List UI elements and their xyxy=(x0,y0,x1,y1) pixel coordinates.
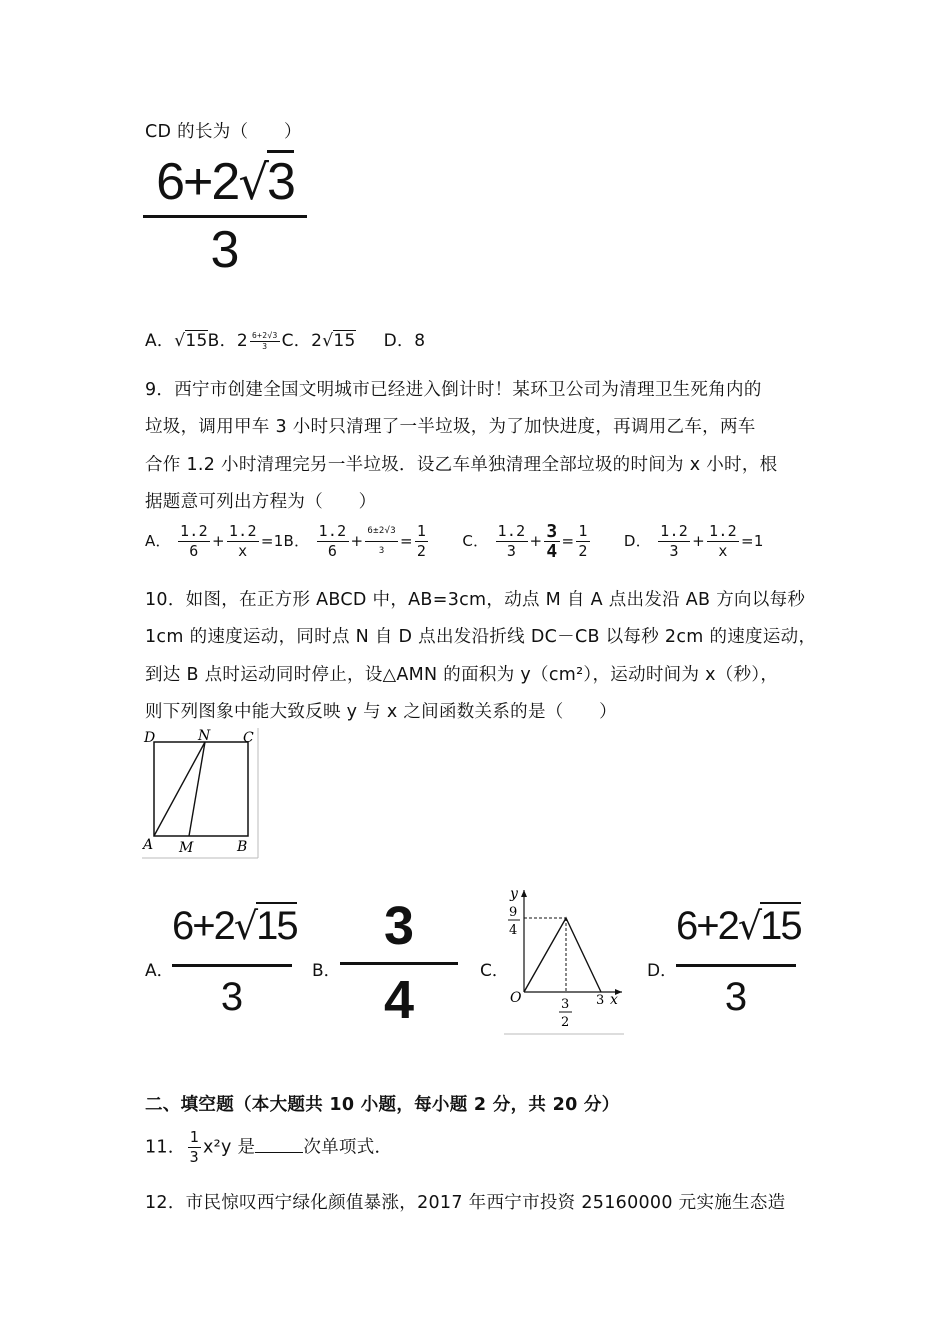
y-tick-den: 4 xyxy=(509,923,518,938)
label-n: N xyxy=(198,728,211,744)
sqrt-icon: √ xyxy=(174,331,186,351)
sqrt-icon: √ xyxy=(233,904,257,948)
q11-label: 11． xyxy=(145,1137,186,1158)
q8-option-a: A． xyxy=(145,331,175,351)
q11-variable: x²y 是 xyxy=(203,1137,256,1158)
q11-tail: 次单项式． xyxy=(303,1137,393,1158)
x-tick-num: 3 xyxy=(561,997,570,1012)
q10-option-d-fraction xyxy=(676,888,801,1027)
q8-frac-radicand: 3 xyxy=(267,150,294,211)
q9-line-1: 9．西宁市创建全国文明城市已经进入倒计时！某环卫公司为清理卫生死角内的 xyxy=(145,380,762,400)
q11 xyxy=(145,1128,392,1167)
sqrt-icon: √ xyxy=(322,331,334,351)
q11-fraction: $\frac{1}{3}$ xyxy=(189,1128,200,1166)
fraction: $\frac{1.2}{x}$ xyxy=(709,522,738,560)
q8-option-b-frac: $\frac{6+2√3}{3}$ xyxy=(252,330,278,351)
q9-line-4: 据题意可列出方程为（ ） xyxy=(145,492,377,512)
fraction: $\frac{3}{4}$ xyxy=(546,521,558,562)
denominator: 3 xyxy=(220,975,244,1019)
q8-frac-numerator: 6+2 xyxy=(156,153,239,211)
plus-sign: + xyxy=(350,532,364,550)
fraction: $\frac{1.2}{x}$ xyxy=(228,522,257,560)
q10-line-4: 则下列图象中能大致反映 y 与 x 之间函数关系的是（ ） xyxy=(145,702,617,722)
q10-option-a-fraction xyxy=(172,888,297,1027)
q8-option-c: C．2 xyxy=(281,331,323,351)
q10-option-b-label: B． xyxy=(312,961,341,981)
fraction: $\frac{1.2}{3}$ xyxy=(497,522,526,560)
q9-option-a: A． xyxy=(145,532,171,550)
q9-option-d: D． xyxy=(623,532,652,550)
q10-line-3: 到达 B 点时运动同时停止，设△AMN 的面积为 y（cm²），运动时间为 x（秒）， xyxy=(145,665,779,685)
numerator: 6+2 xyxy=(172,904,234,948)
label-c: C xyxy=(243,730,254,746)
denominator: 3 xyxy=(724,975,748,1019)
q8-option-d: D．8 xyxy=(383,331,426,351)
q10-option-a-label: A． xyxy=(145,961,174,981)
fraction: $\frac{1.2}{6}$ xyxy=(179,522,208,560)
q10-line-1: 10．如图，在正方形 ABCD 中，AB=3cm，动点 M 自 A 点出发沿 AB 方向以每秒 xyxy=(145,590,806,610)
sqrt-icon: √ xyxy=(238,155,267,211)
q8-frac-denominator: 3 xyxy=(210,221,240,279)
q9-option-c: C． xyxy=(462,532,489,550)
q10-option-c-label: C． xyxy=(480,961,509,981)
y-axis-label: y xyxy=(510,886,518,902)
q9-line-3: 合作 1.2 小时清理完另一半垃圾．设乙车单独清理全部垃圾的时间为 x 小时，根 xyxy=(145,455,778,475)
rhs: =1 xyxy=(741,532,764,550)
q10-option-b-fraction: 3 4 xyxy=(340,890,458,1035)
fraction: $\frac{6\pm 2√3}{3}$ xyxy=(365,522,398,561)
plus-sign: + xyxy=(692,532,706,550)
q10-option-d-label: D． xyxy=(647,961,678,981)
y-tick-num: 9 xyxy=(509,905,518,920)
q8-big-fraction xyxy=(143,150,307,282)
radicand: 15 xyxy=(256,904,297,948)
rhs: =1 xyxy=(260,532,284,550)
q9-line-2: 垃圾，调用甲车 3 小时只清理了一半垃圾，为了加快进度，再调用乙车，两车 xyxy=(145,417,756,437)
fraction: $\frac{1.2}{6}$ xyxy=(318,522,347,560)
equals-sign: = xyxy=(561,532,575,550)
plus-sign: + xyxy=(529,532,543,550)
q8-option-c-radicand: 15 xyxy=(333,331,356,351)
x-axis-label: x xyxy=(610,992,618,1008)
radicand: 15 xyxy=(760,904,801,948)
fraction: $\frac{1}{2}$ xyxy=(416,522,427,560)
denominator: 4 xyxy=(383,970,415,1030)
q10-option-c-graph xyxy=(504,884,626,1036)
q8-options xyxy=(145,326,425,352)
q12-line-1: 12．市民惊叹西宁绿化颜值暴涨，2017 年西宁市投资 25160000 元实施生态造 xyxy=(145,1193,786,1213)
q10-line-2: 1cm 的速度运动，同时点 N 自 D 点出发沿折线 DC－CB 以每秒 2cm 的速度运动， xyxy=(145,627,817,647)
plus-sign: + xyxy=(211,532,225,550)
q9-options xyxy=(145,522,764,561)
label-m: M xyxy=(179,840,194,856)
fraction: $\frac{1}{2}$ xyxy=(578,522,588,560)
origin-label: O xyxy=(510,990,522,1006)
label-b: B xyxy=(237,839,248,855)
label-d: D xyxy=(144,730,156,746)
fraction: $\frac{1.2}{3}$ xyxy=(660,522,689,560)
x-tick-den: 2 xyxy=(561,1015,570,1030)
q11-blank[interactable] xyxy=(255,1138,303,1153)
section-2-title: 二、填空题（本大题共 10 小题，每小题 2 分，共 20 分） xyxy=(145,1095,620,1115)
q8-option-b: B．2 xyxy=(207,331,248,351)
numerator: 6+2 xyxy=(676,904,738,948)
square-figure xyxy=(142,728,262,860)
label-a: A xyxy=(143,837,154,853)
equals-sign: = xyxy=(399,532,413,550)
q8-option-a-radicand: 15 xyxy=(185,331,208,351)
q8-tail: CD 的长为（ ） xyxy=(145,122,302,142)
sqrt-icon: √ xyxy=(737,904,761,948)
x-tick-end: 3 xyxy=(596,993,605,1008)
q9-option-b: B． xyxy=(283,532,310,550)
